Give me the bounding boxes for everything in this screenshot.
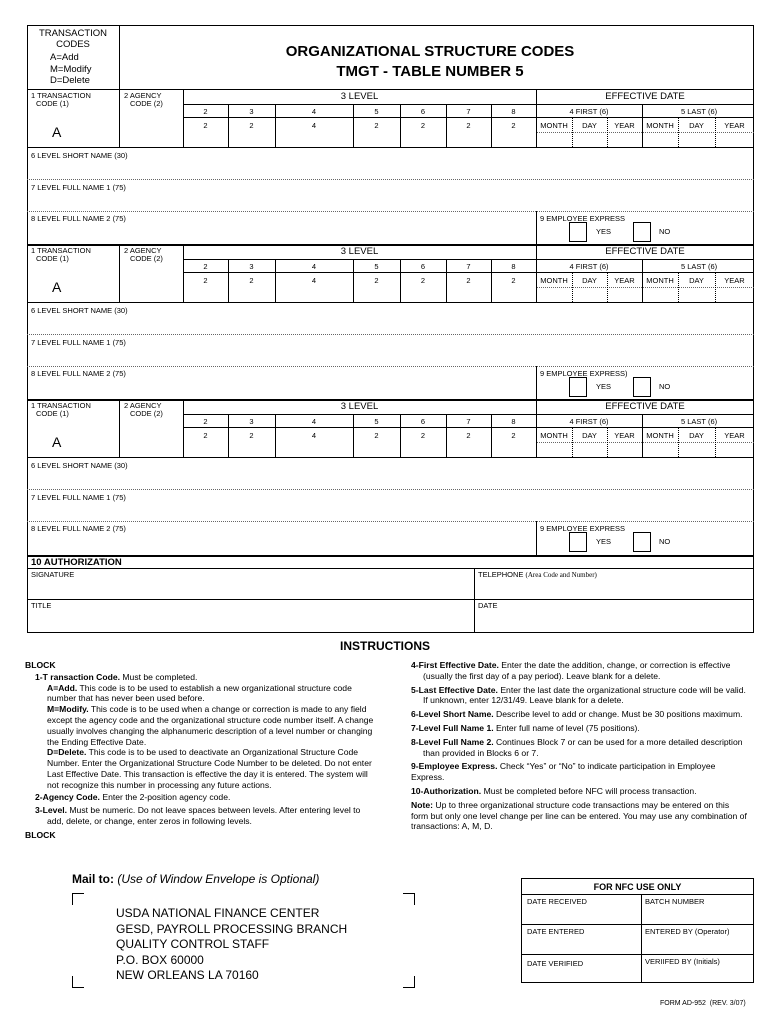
i6-head: 6-Level Short Name. — [411, 709, 494, 720]
title-label: TITLE — [31, 601, 52, 610]
corner-tl — [72, 893, 84, 905]
level-input[interactable]: 4 — [311, 431, 317, 440]
date-col-label[interactable]: YEAR — [724, 431, 745, 440]
i5-text: Enter the last date the organizational structure code will be valid. If unknown, enter 12/31/49. Leave blank for a delete. — [423, 684, 746, 706]
i1d — [25, 747, 375, 790]
corner-br — [403, 976, 415, 988]
corner-tr — [403, 893, 415, 905]
level-header-line — [183, 259, 754, 260]
express-no-checkbox[interactable] — [633, 377, 651, 397]
date-verified-label: DATE VERIFIED — [527, 959, 584, 968]
codes-title-1: TRANSACTION — [38, 28, 108, 39]
date-col-label[interactable]: MONTH — [646, 276, 674, 285]
telephone-note: (Area Code and Number) — [525, 571, 597, 579]
level-input[interactable]: 2 — [420, 121, 426, 130]
date-entered-label: DATE ENTERED — [527, 927, 585, 936]
i4 — [411, 660, 748, 682]
transaction-code-value[interactable]: A — [52, 124, 62, 140]
effective-date-label: EFFECTIVE DATE — [605, 246, 685, 257]
full1-line — [27, 366, 754, 367]
agency-code-label: 2 AGENCY — [124, 401, 162, 410]
entered-by-label: ENTERED BY (Operator) — [645, 927, 730, 936]
level-digit: 2 — [203, 107, 208, 116]
i1d-head: D=Delete. — [47, 747, 87, 758]
short-name-label[interactable]: 6 LEVEL SHORT NAME (30) — [31, 151, 128, 160]
full1-line — [27, 211, 754, 212]
i1-tail: Must be completed. — [120, 671, 198, 682]
instructions-right — [411, 660, 748, 832]
trans-divider — [119, 399, 120, 457]
trans-divider — [119, 244, 120, 302]
date-label: DATE — [478, 601, 498, 610]
digits-line — [183, 272, 754, 273]
block-heading: BLOCK — [25, 660, 56, 670]
form-number — [660, 1000, 746, 1007]
level-digit: 7 — [466, 107, 471, 116]
corner-bl — [72, 976, 84, 988]
level-header-line — [183, 414, 754, 415]
telephone-text: TELEPHONE — [478, 570, 524, 579]
date-col-label[interactable]: MONTH — [540, 121, 568, 130]
short-name-line — [27, 179, 754, 180]
level-digit: 3 — [249, 417, 254, 426]
address-line: NEW ORLEANS LA 70160 — [116, 968, 259, 982]
i4-text: Enter the date the addition, change, or correction is effective (usually the first day of a pay period). Leave blank for a delete. — [423, 660, 731, 681]
date-col-label[interactable]: YEAR — [614, 276, 635, 285]
code-row-bottom — [27, 147, 754, 148]
transaction-code-label-2: CODE (1) — [36, 254, 69, 263]
date-col-label[interactable]: DAY — [689, 276, 704, 285]
express-divider — [536, 366, 537, 399]
i2 — [25, 792, 375, 803]
digits-line — [183, 117, 754, 118]
level-input[interactable]: 2 — [466, 121, 471, 130]
transaction-code-value[interactable]: A — [52, 434, 62, 450]
transaction-code-label-2: CODE (1) — [36, 99, 69, 108]
level-digit: 8 — [511, 262, 516, 271]
level-header-line — [183, 104, 754, 105]
level-input[interactable]: 2 — [420, 276, 426, 285]
i9-text: Check “Yes” or “No” to indicate participation in Employee Express. — [411, 761, 716, 783]
first-effective-label: 4 FIRST (6) — [569, 262, 609, 271]
level-digit: 3 — [249, 107, 254, 116]
level-digit: 3 — [249, 262, 254, 271]
level-digit: 4 — [311, 107, 317, 116]
nfc-line-3 — [521, 954, 754, 955]
level-digit: 5 — [374, 107, 379, 116]
auth-line-2 — [27, 599, 754, 600]
level-input[interactable]: 2 — [203, 431, 208, 440]
level-digit: 2 — [203, 262, 208, 271]
i5 — [411, 685, 748, 707]
i7-head: 7-Level Full Name 1. — [411, 722, 494, 733]
form-title: ORGANIZATIONAL STRUCTURE CODES — [285, 43, 575, 60]
level-input[interactable]: 2 — [511, 121, 516, 130]
mail-address — [116, 906, 347, 984]
date-col-label[interactable]: DAY — [689, 431, 704, 440]
agency-code-label-2: CODE (2) — [130, 99, 163, 108]
verified-by-label: VERIIFED BY (Initials) — [645, 957, 720, 966]
instructions-left — [25, 660, 375, 841]
transaction-code-label: 1 TRANSACTION — [31, 246, 91, 255]
full-name-2-label[interactable]: 8 LEVEL FULL NAME 2 (75) — [31, 524, 126, 533]
form-subtitle: TMGT - TABLE NUMBER 5 — [336, 63, 524, 80]
date-col-label[interactable]: MONTH — [646, 431, 674, 440]
level-input[interactable]: 2 — [249, 431, 254, 440]
i7 — [411, 723, 748, 734]
level-digit: 5 — [374, 417, 379, 426]
note-head: Note: — [411, 799, 433, 810]
trans-divider — [119, 89, 120, 147]
i2-head: 2-Agency Code. — [35, 791, 100, 802]
note — [411, 800, 748, 832]
signature-label: SIGNATURE — [31, 570, 75, 579]
level-digit: 7 — [466, 262, 471, 271]
nfc-title: FOR NFC USE ONLY — [593, 882, 682, 892]
express-yes-label: YES — [596, 537, 612, 546]
level-input[interactable]: 4 — [311, 276, 317, 285]
i3-head: 3-Level. — [35, 805, 68, 816]
form-id: FORM AD-952 — [660, 1000, 706, 1007]
last-effective-label: 5 LAST (6) — [681, 107, 718, 116]
level-input[interactable]: 2 — [420, 431, 426, 440]
level-digit: 5 — [374, 262, 379, 271]
express-yes-label: YES — [596, 227, 612, 236]
mail-note: (Use of Window Envelope is Optional) — [117, 872, 320, 886]
transaction-code-value[interactable]: A — [52, 279, 62, 295]
date-col-label[interactable]: DAY — [582, 276, 597, 285]
block-heading-2: BLOCK — [25, 829, 56, 840]
lens-line — [536, 287, 754, 288]
last-effective-label: 5 LAST (6) — [681, 262, 718, 271]
transaction-code-label: 1 TRANSACTION — [31, 401, 91, 410]
code-add: A=Add — [50, 52, 79, 63]
short-name-label[interactable]: 6 LEVEL SHORT NAME (30) — [31, 461, 128, 470]
full-name-1-label[interactable]: 7 LEVEL FULL NAME 1 (75) — [31, 338, 126, 347]
agency-code-label: 2 AGENCY — [124, 246, 162, 255]
level-digit: 6 — [420, 417, 426, 426]
express-divider — [536, 521, 537, 555]
date-col-label[interactable]: MONTH — [540, 276, 568, 285]
level-label: 3 LEVEL — [340, 401, 379, 412]
express-no-label: NO — [659, 537, 671, 546]
header-divider — [119, 25, 120, 89]
express-yes-checkbox[interactable] — [569, 222, 587, 242]
express-yes-checkbox[interactable] — [569, 532, 587, 552]
level-input[interactable]: 2 — [511, 276, 516, 285]
i1m — [25, 704, 375, 747]
employee-express-label: 9 EMPLOYEE EXPRESS — [540, 214, 626, 223]
nfc-line-1 — [521, 894, 754, 895]
level-input[interactable]: 2 — [466, 431, 471, 440]
level-digit: 6 — [420, 107, 426, 116]
date-col-label[interactable]: YEAR — [724, 121, 745, 130]
transaction-code-label: 1 TRANSACTION — [31, 91, 91, 100]
i1-head: 1-T ransaction Code. — [35, 671, 120, 682]
mail-to — [72, 873, 319, 885]
transaction-code-label-2: CODE (1) — [36, 409, 69, 418]
level-digit: 8 — [511, 417, 516, 426]
i3 — [25, 805, 375, 827]
date-col-label[interactable]: YEAR — [724, 276, 745, 285]
level-input[interactable]: 2 — [374, 121, 379, 130]
level-digit: 7 — [466, 417, 471, 426]
level-digit: 2 — [203, 417, 208, 426]
telephone-label — [478, 571, 597, 579]
level-input[interactable]: 2 — [374, 276, 379, 285]
form-rev: (REV. 3/07) — [709, 1000, 746, 1007]
express-no-checkbox[interactable] — [633, 222, 651, 242]
date-col-label[interactable]: YEAR — [614, 121, 635, 130]
i10 — [411, 786, 748, 797]
date-col-label[interactable]: DAY — [582, 431, 597, 440]
lens-line — [536, 442, 754, 443]
short-name-label[interactable]: 6 LEVEL SHORT NAME (30) — [31, 306, 128, 315]
date-col-label[interactable]: DAY — [582, 121, 597, 130]
address-line: QUALITY CONTROL STAFF — [116, 937, 270, 951]
agency-code-label-2: CODE (2) — [130, 409, 163, 418]
full-name-2-label[interactable]: 8 LEVEL FULL NAME 2 (75) — [31, 369, 126, 378]
i1a-head: A=Add. — [47, 682, 78, 693]
level-digit: 4 — [311, 262, 317, 271]
level-input[interactable]: 4 — [311, 121, 317, 130]
level-input[interactable]: 2 — [466, 276, 471, 285]
date-col-label[interactable]: YEAR — [614, 431, 635, 440]
address-line: P.O. BOX 60000 — [116, 952, 204, 967]
auth-divider — [474, 568, 475, 633]
i1a-text: This code is to be used to establish a new organizational structure code number that has never been used before. — [47, 682, 352, 704]
nfc-divider — [641, 894, 642, 983]
code-row-bottom — [27, 302, 754, 303]
i1d-text: This code is to be used to deactivate an Organizational Structure Code Number. Enter the Organizational Structure Code Number to be deleted. Do not enter Last Effective Date. This transaction is effective the day it is entered. The system will not recognize this number in processing any future actions. — [47, 747, 372, 790]
i1m-text: This code is to be used when a change or correction is made to any field except the agency code and the organizational structure code number itself. A change usually involves changing the alphanumeric description of a level number or changing the Ending Effective Date. — [47, 704, 374, 747]
level-input[interactable]: 2 — [203, 276, 208, 285]
i9-head: 9-Employee Express. — [411, 761, 498, 772]
code-delete: D=Delete — [50, 75, 90, 86]
i10-head: 10-Authorization. — [411, 785, 482, 796]
agency-code-label: 2 AGENCY — [124, 91, 162, 100]
date-col-label[interactable]: MONTH — [540, 431, 568, 440]
i8 — [411, 737, 748, 759]
express-no-checkbox[interactable] — [633, 532, 651, 552]
i6-text: Describe level to add or change. Must be 30 positions maximum. — [493, 709, 743, 720]
i5-head: 5-Last Effective Date. — [411, 684, 498, 695]
short-name-line — [27, 489, 754, 490]
first-effective-label: 4 FIRST (6) — [569, 417, 609, 426]
employee-express-label: 9 EMPLOYEE EXPRESS — [540, 524, 626, 533]
block-top-line — [27, 89, 754, 90]
express-no-label: NO — [659, 382, 671, 391]
address-line: GESD, PAYROLL PROCESSING BRANCH — [116, 921, 348, 936]
level-digit: 6 — [420, 262, 426, 271]
effective-date-label: EFFECTIVE DATE — [605, 401, 685, 412]
code-row-bottom — [27, 457, 754, 458]
i3-text: Must be numeric. Do not leave spaces between levels. After entering level to add, delete, or change, enter zeros in following levels. — [47, 805, 361, 827]
level-input[interactable]: 2 — [511, 431, 516, 440]
i1m-head: M=Modify. — [47, 704, 89, 715]
i9 — [411, 761, 748, 783]
express-yes-label: YES — [596, 382, 612, 391]
i10-text: Must be completed before NFC will process transaction. — [481, 785, 697, 796]
level-label: 3 LEVEL — [340, 91, 379, 102]
level-digit: 8 — [511, 107, 516, 116]
auth-line-1 — [27, 568, 754, 569]
date-received-label: DATE RECEIVED — [527, 897, 587, 906]
code-modify: M=Modify — [50, 64, 92, 75]
short-name-line — [27, 334, 754, 335]
date-col-label[interactable]: DAY — [689, 121, 704, 130]
effective-date-label: EFFECTIVE DATE — [605, 91, 685, 102]
full-name-1-label[interactable]: 7 LEVEL FULL NAME 1 (75) — [31, 183, 126, 192]
instructions-heading: INSTRUCTIONS — [340, 639, 430, 653]
express-no-label: NO — [659, 227, 671, 236]
i2-text: Enter the 2-position agency code. — [99, 791, 231, 802]
note-text: Up to three organizational structure code transactions may be entered on this form but only one level change per line can be entered. You may use any combination of transactions: A, M, D. — [411, 799, 747, 832]
full-name-1-label[interactable]: 7 LEVEL FULL NAME 1 (75) — [31, 493, 126, 502]
lens-line — [536, 132, 754, 133]
last-effective-label: 5 LAST (6) — [681, 417, 718, 426]
date-col-label[interactable]: MONTH — [646, 121, 674, 130]
i8-head: 8-Level Full Name 2. — [411, 736, 494, 747]
agency-code-label-2: CODE (2) — [130, 254, 163, 263]
i1a — [25, 683, 375, 705]
level-label: 3 LEVEL — [340, 246, 379, 257]
express-divider — [536, 211, 537, 244]
level-digit: 4 — [311, 417, 317, 426]
batch-number-label: BATCH NUMBER — [645, 897, 705, 906]
digits-line — [183, 427, 754, 428]
address-line: USDA NATIONAL FINANCE CENTER — [116, 906, 320, 920]
i8-text: Continues Block 7 or can be used for a more detailed description than provided in Blocks 6 or 7. — [423, 736, 743, 758]
i4-head: 4-First Effective Date. — [411, 660, 499, 670]
first-effective-label: 4 FIRST (6) — [569, 107, 609, 116]
full-name-2-label[interactable]: 8 LEVEL FULL NAME 2 (75) — [31, 214, 126, 223]
level-input[interactable]: 2 — [249, 121, 254, 130]
nfc-line-2 — [521, 924, 754, 925]
i7-text: Enter full name of level (75 positions). — [493, 722, 640, 733]
auth-top-line — [27, 555, 754, 557]
express-yes-checkbox[interactable] — [569, 377, 587, 397]
level-input[interactable]: 2 — [249, 276, 254, 285]
codes-title-2: CODES — [56, 39, 90, 50]
employee-express-label: 9 EMPLOYEE EXPRESS) — [540, 369, 628, 378]
mail-label: Mail to: — [72, 872, 114, 886]
i6 — [411, 709, 748, 720]
full1-line — [27, 521, 754, 522]
level-input[interactable]: 2 — [203, 121, 208, 130]
authorization-title: 10 AUTHORIZATION — [31, 557, 122, 568]
level-input[interactable]: 2 — [374, 431, 379, 440]
